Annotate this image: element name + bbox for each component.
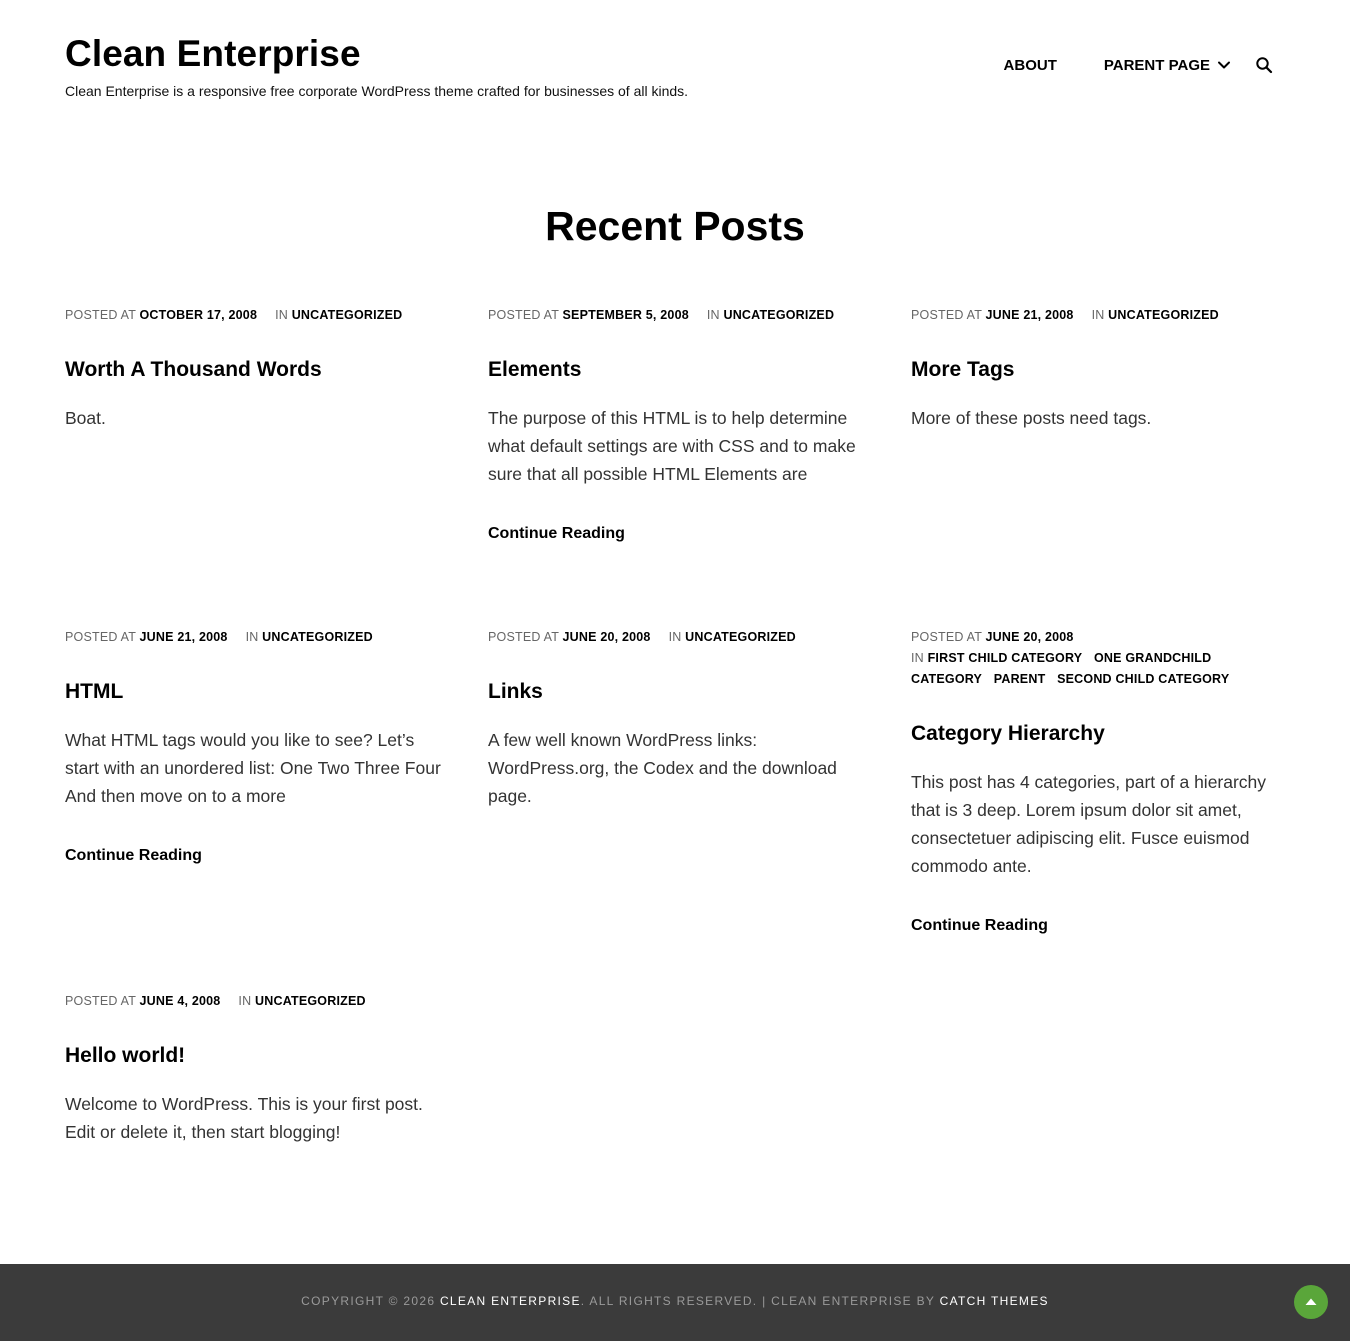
in-label: IN <box>275 308 289 322</box>
post-card <box>488 627 868 810</box>
post-category[interactable]: UNCATEGORIZED <box>262 630 373 644</box>
posted-at-label: POSTED AT <box>911 630 982 644</box>
posted-at-label: POSTED AT <box>488 630 559 644</box>
post-date[interactable]: JUNE 20, 2008 <box>562 630 651 644</box>
post-excerpt: A few well known WordPress links: WordPress.org, the Codex and the download page. <box>488 730 837 806</box>
post-meta <box>65 991 445 1012</box>
post-title[interactable]: HTML <box>65 680 124 703</box>
post-category[interactable]: FIRST CHILD CATEGORY <box>927 651 1083 665</box>
post-meta <box>488 627 868 648</box>
site-description: Clean Enterprise is a responsive free corporate WordPress theme crafted for businesses of all kinds. <box>65 83 689 99</box>
nav-item-parent-page[interactable] <box>1104 57 1231 74</box>
post-date[interactable]: SEPTEMBER 5, 2008 <box>562 308 689 322</box>
post-category[interactable]: UNCATEGORIZED <box>723 308 835 322</box>
post-excerpt: More of these posts need tags. <box>911 408 1152 428</box>
post-meta <box>488 305 868 326</box>
post-category[interactable]: PARENT <box>993 672 1046 686</box>
post-category[interactable]: UNCATEGORIZED <box>291 308 403 322</box>
post-excerpt: Welcome to WordPress. This is your first post. Edit or delete it, then start blogging! <box>65 1094 423 1142</box>
post-card <box>488 305 868 543</box>
scroll-to-top-button[interactable] <box>1294 1285 1328 1319</box>
post-title[interactable]: Hello world! <box>65 1044 186 1067</box>
post-excerpt: This post has 4 categories, part of a hierarchy that is 3 deep. Lorem ipsum dolor sit amet, consectetuer adipiscing elit. Fusce euismod commodo ante. <box>911 772 1267 876</box>
continue-reading-link[interactable]: Continue Reading <box>488 525 625 542</box>
posted-at-label: POSTED AT <box>911 308 982 322</box>
in-label: IN <box>1091 308 1105 322</box>
footer-theme-link[interactable]: CATCH THEMES <box>939 1294 1049 1308</box>
post-category[interactable]: ONE GRANDCHILD CATEGORY <box>911 651 1212 686</box>
post-date[interactable]: OCTOBER 17, 2008 <box>139 308 258 322</box>
post-date[interactable]: JUNE 21, 2008 <box>139 630 228 644</box>
posted-at-label: POSTED AT <box>65 994 136 1008</box>
chevron-down-icon <box>1217 58 1231 72</box>
post-card <box>911 627 1285 935</box>
post-card <box>65 305 445 432</box>
post-card <box>65 991 445 1146</box>
in-label: IN <box>668 630 682 644</box>
post-excerpt: What HTML tags would you like to see? Let’s start with an unordered list: One Two Three Four And then move on to a more <box>65 730 441 806</box>
nav-item-parent-page-label: PARENT PAGE <box>1103 56 1210 74</box>
footer-copyright <box>0 1294 1350 1308</box>
post-excerpt: Boat. <box>65 408 106 428</box>
posted-at-label: POSTED AT <box>65 308 136 322</box>
post-date[interactable]: JUNE 4, 2008 <box>139 994 221 1008</box>
post-card <box>911 305 1291 432</box>
post-meta <box>911 627 1285 690</box>
site-header <box>65 0 1285 130</box>
post-excerpt: The purpose of this HTML is to help determine what default settings are with CSS and to make sure that all possible HTML Elements are <box>488 408 856 484</box>
post-meta <box>911 305 1291 326</box>
section-title: Recent Posts <box>545 203 805 249</box>
in-label: IN <box>706 308 720 322</box>
post-category[interactable]: UNCATEGORIZED <box>255 994 366 1008</box>
footer-site-link[interactable]: CLEAN ENTERPRISE <box>439 1294 581 1308</box>
post-meta <box>65 305 445 326</box>
post-card <box>65 627 445 865</box>
posted-at-label: POSTED AT <box>488 308 559 322</box>
post-category[interactable]: UNCATEGORIZED <box>1108 308 1219 322</box>
post-title[interactable]: More Tags <box>911 358 1015 381</box>
in-label: IN <box>911 651 924 665</box>
post-title[interactable]: Links <box>488 680 543 703</box>
post-title[interactable]: Elements <box>488 358 582 381</box>
search-icon[interactable] <box>1255 56 1273 74</box>
copyright-prefix: COPYRIGHT © 2026 <box>301 1294 436 1308</box>
post-date[interactable]: JUNE 20, 2008 <box>985 630 1074 644</box>
nav-item-about[interactable]: ABOUT <box>1003 56 1057 74</box>
site-footer <box>0 1264 1350 1341</box>
post-title[interactable]: Category Hierarchy <box>911 722 1105 745</box>
arrow-up-icon <box>1304 1295 1318 1309</box>
in-label: IN <box>245 630 259 644</box>
post-category[interactable]: UNCATEGORIZED <box>685 630 796 644</box>
in-label: IN <box>238 994 252 1008</box>
post-meta <box>65 627 445 648</box>
continue-reading-link[interactable]: Continue Reading <box>65 847 202 864</box>
posted-at-label: POSTED AT <box>65 630 136 644</box>
main-navigation <box>1004 54 1273 76</box>
post-title[interactable]: Worth A Thousand Words <box>65 358 322 381</box>
post-date[interactable]: JUNE 21, 2008 <box>985 308 1074 322</box>
footer-rights-text: . ALL RIGHTS RESERVED. | CLEAN ENTERPRISE BY <box>580 1294 935 1308</box>
post-category[interactable]: SECOND CHILD CATEGORY <box>1057 672 1230 686</box>
continue-reading-link[interactable]: Continue Reading <box>911 917 1048 934</box>
site-title[interactable]: Clean Enterprise <box>65 33 361 74</box>
